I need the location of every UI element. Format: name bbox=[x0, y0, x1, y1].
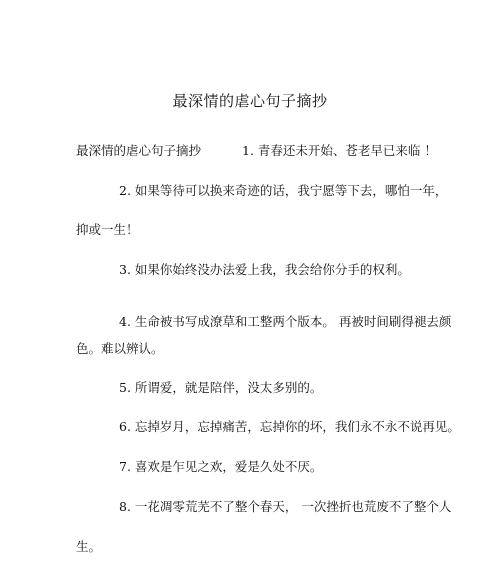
quote-line-8-continued: 生。 bbox=[76, 539, 102, 554]
quote-line-6: 6. 忘掉岁月，忘掉痛苦，忘掉你的坏，我们永不永不说再见。 bbox=[119, 419, 460, 434]
page-title: 最深情的虐心句子摘抄 bbox=[172, 92, 328, 110]
quote-line-4-continued: 色。难以辨认。 bbox=[76, 341, 164, 356]
quote-line-7: 7. 喜欢是乍见之欢，爱是久处不厌。 bbox=[119, 459, 323, 474]
quote-line-1: 1. 青春还未开始、苍老早已来临 ！ bbox=[242, 143, 437, 158]
quote-line-5: 5. 所谓爱，就是陪伴，没太多别的。 bbox=[119, 380, 323, 395]
quote-line-2: 2. 如果等待可以换来奇迹的话，我宁愿等下去，哪怕一年， bbox=[119, 183, 448, 198]
section-heading: 最深情的虐心句子摘抄 bbox=[76, 143, 202, 158]
quote-line-3: 3. 如果你始终没办法爱上我，我会给你分手的权利。 bbox=[119, 262, 410, 277]
quote-line-8: 8. 一花凋零荒芜不了整个春天， 一次挫折也荒废不了整个人 bbox=[119, 499, 452, 514]
quote-line-4: 4. 生命被书写成潦草和工整两个版本。 再被时间刷得褪去颜 bbox=[119, 314, 452, 329]
quote-line-2-continued: 抑或一生！ bbox=[76, 222, 139, 237]
